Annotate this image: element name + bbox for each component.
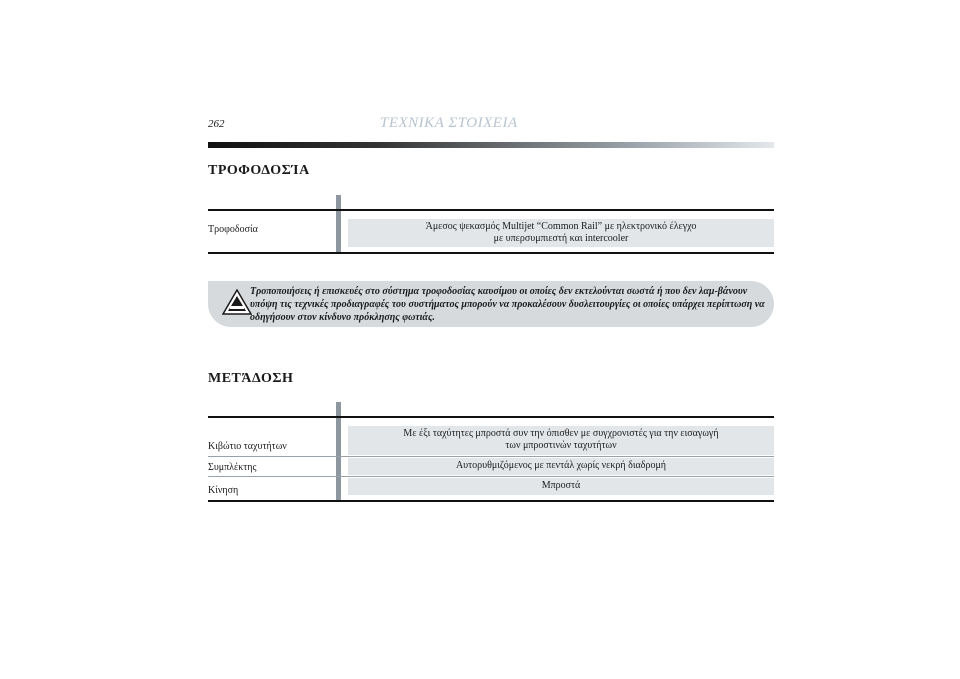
gearbox-value-line1: Με έξι ταχύτητες μπροστά συν την όπισθεν με συγχρονιστές για την εισαγωγή (403, 428, 719, 439)
transmission-row-value-clutch (348, 458, 774, 475)
fuel-value-line1: Άμεσος ψεκασμός Multijet “Common Rail” με ηλεκτρονικό έλεγχο (425, 221, 697, 232)
warning-box (208, 281, 774, 327)
transmission-row-value-drive (348, 478, 774, 495)
fuel-value (348, 219, 774, 247)
section-title-transmission: ΜΕΤΆΔΟΣΗ (208, 371, 294, 386)
row-separator (208, 476, 774, 477)
row-separator (208, 456, 774, 457)
header-rule (208, 142, 774, 148)
transmission-row-label-gearbox: Κιβώτιο ταχυτήτων (208, 441, 287, 452)
table-rule-top-transmission (208, 416, 774, 418)
table-divider-fuel (336, 195, 341, 253)
table-rule-bottom-fuel (208, 252, 774, 254)
warning-triangle-icon (222, 289, 252, 315)
table-rule-top-fuel (208, 209, 774, 211)
transmission-row-label-drive: Κίνηση (208, 485, 239, 496)
table-rule-bottom-transmission (208, 500, 774, 502)
drive-value-line1: Μπροστά (541, 480, 581, 491)
transmission-row-label-clutch: Συμπλέκτης (208, 462, 257, 473)
fuel-value-line2: με υπερσυμπιεστή και intercooler (493, 233, 629, 244)
transmission-row-value-gearbox (348, 426, 774, 455)
section-title-fuel: ΤΡΟΦΟΔΟΣΊΑ (208, 163, 310, 178)
chapter-title: ΤΕΧΝΙΚΑ ΣΤΟΙΧΕΙΑ (380, 115, 518, 131)
warning-text: Τροποποιήσεις ή επισκευές στο σύστημα τροφοδοσίας καυσίμου οι οποίες δεν εκτελούνται σωστά ή που δεν λαμ-βάνουν υπόψη τις τεχνικές προδιαγραφές του συστήματος μπορούν να προκαλέσουν δυσλειτουργίες οι οποίες υπάρχει περίπτωση να οδηγήσουν στον κίνδυνο πρόκλησης φωτιάς. (250, 286, 765, 323)
gearbox-value-line2: των μπροστινών ταχυτήτων (505, 440, 617, 451)
clutch-value-line1: Αυτορυθμιζόμενος με πεντάλ χωρίς νεκρή διαδρομή (455, 460, 667, 471)
page-number: 262 (208, 118, 225, 130)
fuel-label: Τροφοδοσία (208, 224, 258, 235)
